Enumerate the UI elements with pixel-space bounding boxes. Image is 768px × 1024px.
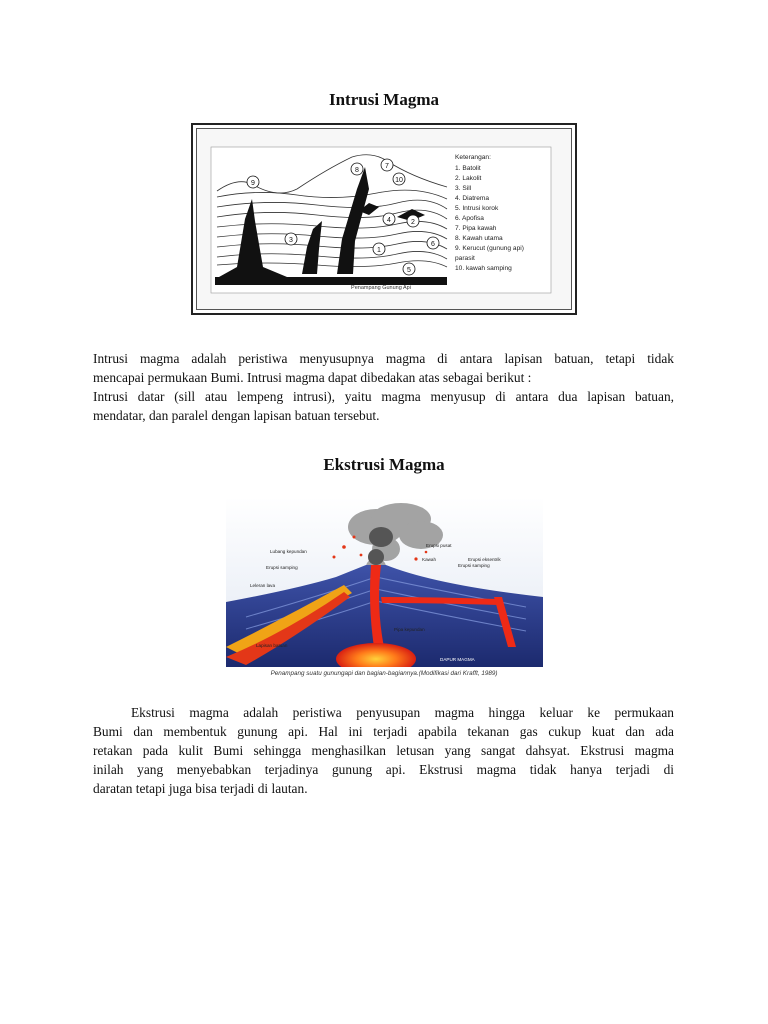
text-line: Bumi dan membentuk gunung api. Hal ini terjadi apabila tekanan gas cukup kuat dan ada	[93, 724, 674, 739]
label-erupsi-samping-2: Erupsi samping	[458, 563, 490, 568]
number-label: 8	[355, 167, 359, 174]
number-label: 3	[289, 237, 293, 244]
legend-item: 3. Sill	[455, 185, 472, 192]
figure-frame	[196, 128, 572, 310]
heading-ekstrusi-magma: Ekstrusi Magma	[323, 455, 445, 474]
legend-item: parasit	[455, 255, 475, 262]
figure-caption: Penampang suatu gunungapi dan bagian-bagiannya.(Modifikasi dari Krafft, 1989)	[270, 670, 498, 677]
label-erupsi-eksentrik: Erupsi eksentrik	[468, 557, 501, 562]
number-label: 4	[387, 217, 391, 224]
number-label: 10	[395, 177, 403, 184]
legend-item: 10. kawah samping	[455, 265, 512, 272]
legend-item: 1. Batolit	[455, 165, 481, 172]
number-label: 5	[407, 267, 411, 274]
volcano-cross-section-drawing	[197, 129, 573, 311]
label-erupsi-pusat: Erupsi pusat	[426, 543, 452, 548]
text-line: daratan tetapi juga bisa terjadi di lautan.	[93, 781, 308, 796]
text-line: inilah yang menyebabkan terjadinya gunung api. Ekstrusi magma tidak hanya terjadi di	[93, 762, 674, 777]
volcano-color-illustration	[226, 497, 543, 679]
label-dapur-magma: DAPUR MAGMA	[440, 657, 475, 662]
label-erupsi-samping: Erupsi samping	[266, 565, 298, 570]
text-line: retakan pada kulit Bumi sehingga menghasilkan letusan yang sangat dahsyat. Ekstrusi magma	[93, 743, 674, 758]
label-leleran-lava: Leleran lava	[250, 583, 276, 588]
text-line	[93, 703, 674, 722]
text-line: mendatar, dan paralel dengan lapisan batuan tersebut.	[93, 408, 380, 423]
legend-title: Keterangan:	[455, 154, 491, 161]
text-line: Intrusi magma adalah peristiwa menyusupnya magma di antara lapisan batuan, tetapi tidak	[93, 351, 674, 366]
legend-item: 2. Lakolit	[455, 175, 482, 182]
legend-item: 5. Intrusi korok	[455, 205, 499, 212]
label-lapisan-batuan: Lapisan batuan	[256, 643, 288, 648]
number-label: 1	[377, 247, 381, 254]
heading-intrusi-magma: Intrusi Magma	[328, 90, 440, 109]
text-line: mencapai permukaan Bumi. Intrusi magma dapat dibedakan atas sebagai berikut :	[93, 370, 532, 385]
intrusi-paragraph	[93, 349, 674, 425]
legend-item: 6. Apofisa	[455, 215, 484, 222]
label-pipa-kepundan: Pipa kepundan	[394, 627, 425, 632]
number-label: 6	[431, 241, 435, 248]
figure-caption: Penampang Gunung Api	[351, 285, 411, 291]
legend-item: 9. Kerucut (gunung api)	[455, 245, 524, 252]
figure-penampang-gunungapi	[226, 497, 543, 679]
label-kawah: Kawah	[422, 557, 437, 562]
number-label: 7	[385, 163, 389, 170]
text-line: Intrusi datar (sill atau lempeng intrusi), yaitu magma menyusup di antara dua lapisan batuan,	[93, 389, 674, 404]
number-label: 9	[251, 180, 255, 187]
figure-penampang-gunung-api	[191, 123, 577, 315]
ekstrusi-paragraph	[93, 703, 674, 798]
legend-item: 4. Diatrema	[455, 195, 490, 202]
text-line-content: Ekstrusi magma adalah peristiwa penyusupan magma hingga keluar ke permukaan	[131, 705, 674, 720]
number-label: 2	[411, 219, 415, 226]
legend-item: 8. Kawah utama	[455, 235, 503, 242]
legend-item: 7. Pipa kawah	[455, 225, 497, 232]
label-lubang-kepundan: Lubang kepundan	[270, 549, 307, 554]
